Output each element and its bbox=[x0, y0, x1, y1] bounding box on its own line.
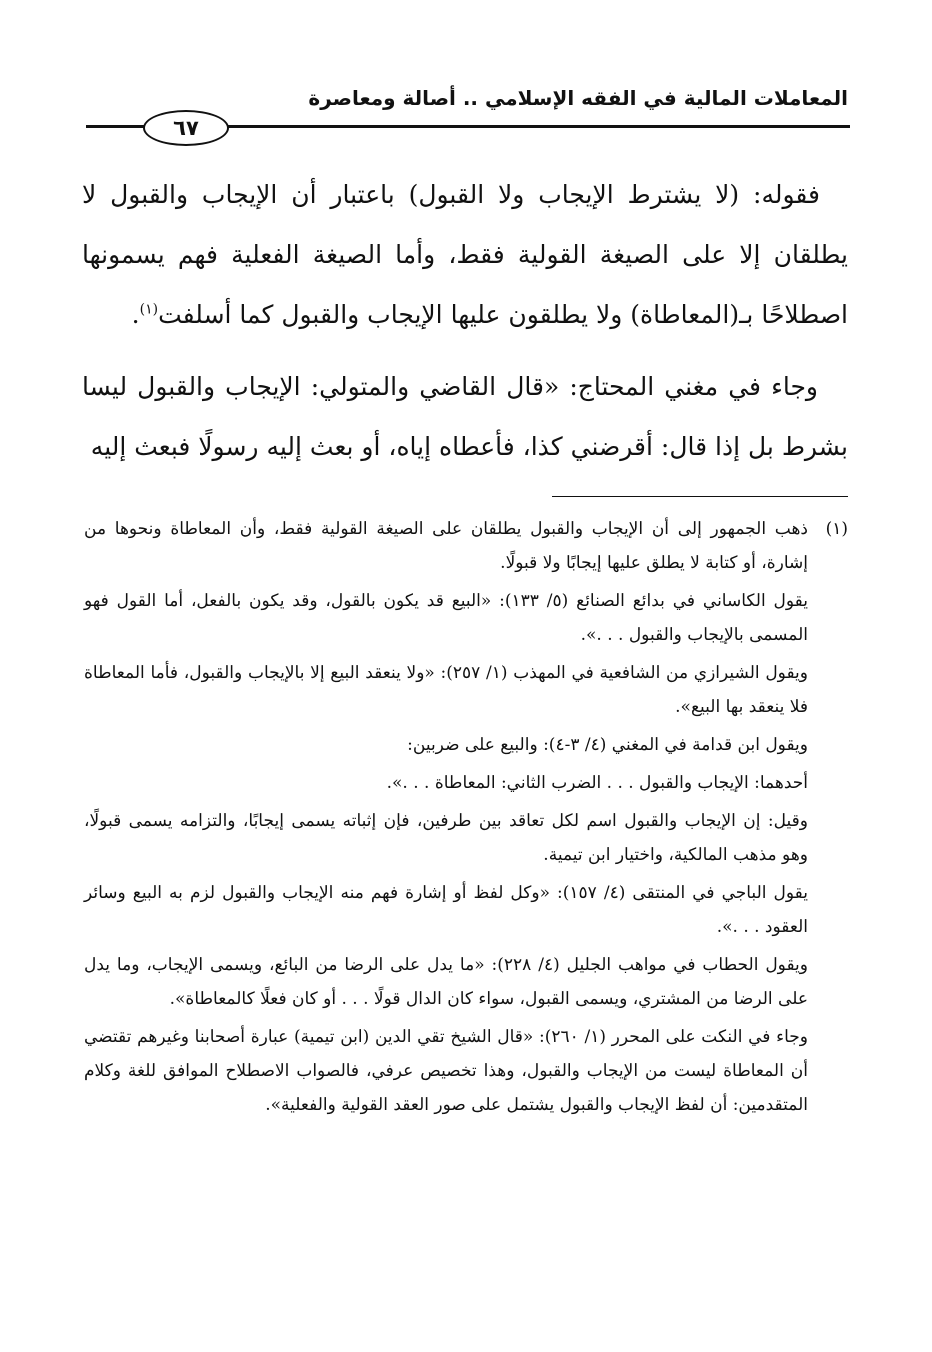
footnote-paragraph: وجاء في النكت على المحرر (١/ ٢٦٠): «قال الشيخ تقي الدين (ابن تيمية) عبارة أصحابنا وغيرهم تقتضي أن المعاطاة ليست من الإيجاب والقبول، وهذا تخصيص عرفي، فالصواب الاصطلاح الموافق للغة وكلام المتقدمين: أن لفظ الإيجاب والقبول يشتمل على صور العقد القولية والفعلية». bbox=[84, 1027, 809, 1115]
footnote-paragraph: أحدهما: الإيجاب والقبول . . . الضرب الثاني: المعاطاة . . .». bbox=[386, 773, 808, 793]
body-paragraph-1 bbox=[82, 165, 848, 345]
body-paragraph-1-end: . bbox=[131, 300, 140, 329]
footnote-paragraph: يقول الكاساني في بدائع الصنائع (٥/ ١٣٣): «البيع قد يكون بالقول، وقد يكون بالفعل، أما القول فهو المسمى بالإيجاب والقبول . . .». bbox=[84, 591, 809, 645]
running-title: المعاملات المالية في الفقه الإسلامي .. أصالة ومعاصرة bbox=[308, 86, 848, 110]
page-number-badge: ٦٧ bbox=[143, 110, 229, 146]
footnotes bbox=[84, 512, 848, 1122]
footnote-1 bbox=[84, 512, 848, 1122]
footnote-reference: (١) bbox=[139, 301, 159, 318]
main-text bbox=[82, 165, 848, 477]
footnote-paragraph: ويقول الحطاب في مواهب الجليل (٤/ ٢٢٨): «ما يدل على الرضا من البائع، ويسمى الإيجاب، وما يدل على الرضا من المشتري، ويسمى القبول، سواء كان الدال قولًا . . . أو كان فعلًا كالمعاطاة». bbox=[84, 955, 808, 1009]
footnote-paragraph: ويقول ابن قدامة في المغني (٤/ ٣-٤): والبيع على ضربين: bbox=[407, 735, 808, 755]
footnote-paragraph: وقيل: إن الإيجاب والقبول اسم لكل تعاقد بين طرفين، فإن إثباته يسمى إيجابًا، والتزامه يسمى قبولًا، وهو مذهب المالكية، واختيار ابن تيمية. bbox=[84, 811, 808, 865]
body-paragraph-2: وجاء في مغني المحتاج: «قال القاضي والمتولي: الإيجاب والقبول ليسا بشرط بل إذا قال: أقرضني كذا، فأعطاه إياه، أو بعث إليه رسولًا فبعث إليه bbox=[82, 372, 848, 461]
footnote-body bbox=[84, 512, 808, 1122]
footnote-paragraph: يقول الباجي في المنتقى (٤/ ١٥٧): «وكل لفظ أو إشارة فهم منه الإيجاب والقبول لزم به البيع وسائر العقود . . .». bbox=[84, 883, 808, 937]
footnote-paragraph: ويقول الشيرازي من الشافعية في المهذب (١/ ٢٥٧): «ولا ينعقد البيع إلا بالإيجاب والقبول، فأما المعاطاة فلا ينعقد بها البيع». bbox=[84, 663, 808, 717]
body-paragraph-1-text: فقوله: (لا يشترط الإيجاب ولا القبول) باعتبار أن الإيجاب والقبول لا يطلقان إلا على الصيغة القولية فقط، وأما الصيغة الفعلية فهم يسمونها اصطلاحًا بـ(المعاطاة) ولا يطلقون عليها الإيجاب والقبول كما أسلفت bbox=[82, 180, 848, 329]
footnote-separator bbox=[552, 496, 848, 497]
footnote-paragraph: ذهب الجمهور إلى أن الإيجاب والقبول يطلقان على الصيغة القولية فقط، وأن المعاطاة ونحوها من إشارة، أو كتابة لا يطلق عليها إيجابًا ولا قبولًا. bbox=[84, 519, 808, 573]
footnote-number: (١) bbox=[825, 519, 848, 539]
